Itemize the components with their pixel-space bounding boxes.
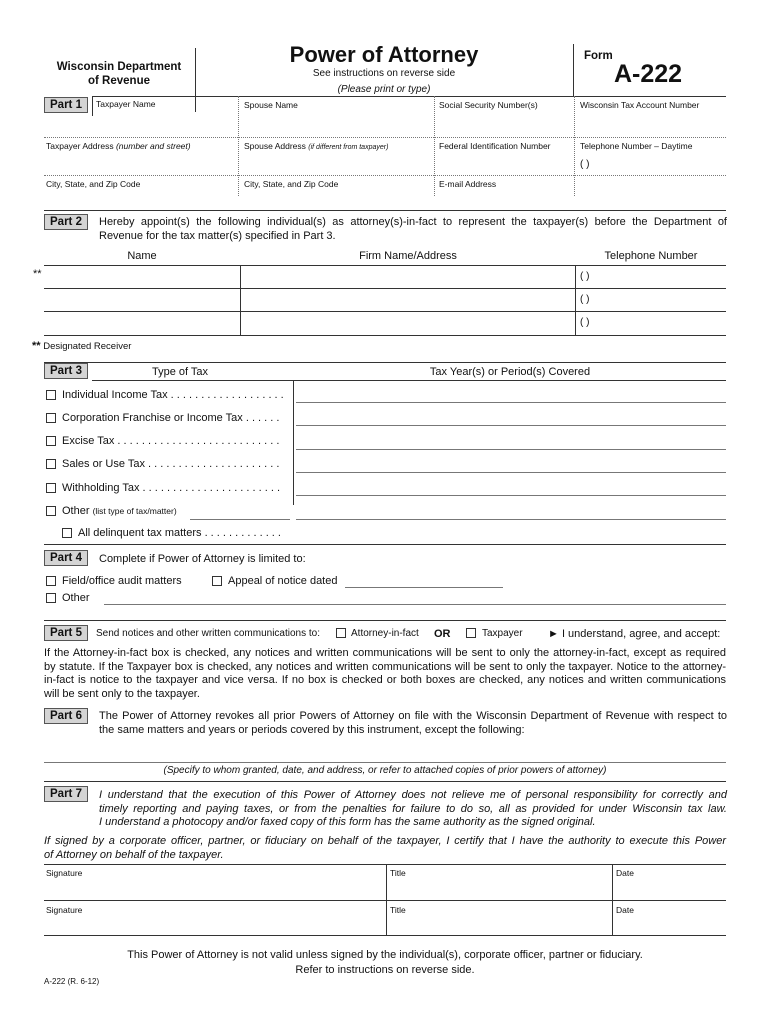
part5-label: Part 5 xyxy=(44,625,88,641)
print-note: (Please print or type) xyxy=(337,84,431,95)
city-label-2: City, State, and Zip Code xyxy=(244,179,339,189)
form-revision: A-222 (R. 6-12) xyxy=(44,977,100,986)
all-delinquent-label: All delinquent tax matters . . . . . . . . . . . . . xyxy=(78,527,281,539)
taxpayer-address-label: Taxpayer Address (number and street) xyxy=(46,141,191,151)
sales-use-tax-label: Sales or Use Tax . . . . . . . . . . . . . . . . . . . . . . xyxy=(62,458,280,470)
form-label: Form xyxy=(584,50,613,62)
col-firm-header: Firm Name/Address xyxy=(359,250,457,262)
part3-label: Part 3 xyxy=(44,363,88,379)
date-label-1: Date xyxy=(616,868,634,878)
excise-tax-years-field[interactable] xyxy=(296,435,726,448)
form-number: A-222 xyxy=(614,60,683,88)
withholding-tax-years-field[interactable] xyxy=(296,481,726,494)
appeal-label: Appeal of notice dated xyxy=(228,575,338,587)
part4-label: Part 4 xyxy=(44,550,88,566)
taxpayer-name-field[interactable] xyxy=(44,116,238,136)
attorney2-name-field[interactable] xyxy=(44,289,239,310)
send-notices-label: Send notices and other written communications to: xyxy=(96,628,321,639)
form-subtitle: See instructions on reverse side xyxy=(312,68,456,79)
part6-label: Part 6 xyxy=(44,708,88,724)
part2-text: Hereby appoint(s) the following individual(s) as attorney(s)-in-fact to represent the taxpayer(s) before the Department of Revenue for the tax matter(s) specified in Part 3. xyxy=(99,216,727,242)
wi-account-label: Wisconsin Tax Account Number xyxy=(580,100,700,110)
attorney-in-fact-checkbox[interactable] xyxy=(336,628,346,638)
withholding-tax-checkbox[interactable] xyxy=(46,483,56,493)
col-name-header: Name xyxy=(127,250,157,262)
title-field-2[interactable] xyxy=(388,915,610,934)
individual-income-years-field[interactable] xyxy=(296,388,726,401)
corporation-franchise-checkbox[interactable] xyxy=(46,413,56,423)
col-years-header: Tax Year(s) or Period(s) Covered xyxy=(429,366,591,378)
col-phone-header: Telephone Number xyxy=(604,250,698,262)
attorney3-name-field[interactable] xyxy=(44,312,239,334)
date-field-2[interactable] xyxy=(614,915,726,934)
attorney3-phone-parens: ( ) xyxy=(580,317,590,328)
individual-income-label: Individual Income Tax . . . . . . . . . . . . . . . . . . . xyxy=(62,389,284,401)
ssn-field[interactable] xyxy=(436,112,573,136)
part4-text: Complete if Power of Attorney is limited to: xyxy=(99,553,306,565)
city-label-1: City, State, and Zip Code xyxy=(46,179,141,189)
part1-label: Part 1 xyxy=(44,97,88,113)
excise-tax-label: Excise Tax . . . . . . . . . . . . . . . . . . . . . . . . . . . xyxy=(62,435,280,447)
phone-day-parens: ( ) xyxy=(580,159,590,170)
spouse-address-label: Spouse Address (if different from taxpayer) xyxy=(244,141,389,151)
title-field-1[interactable] xyxy=(388,878,610,898)
designated-receiver-note: ** Designated Receiver xyxy=(32,340,132,352)
email-label: E-mail Address xyxy=(439,179,497,189)
department-name: Wisconsin Department of Revenue xyxy=(56,61,182,87)
appeal-date-field[interactable] xyxy=(345,573,503,586)
corporation-franchise-label: Corporation Franchise or Income Tax . . . . . . xyxy=(62,412,280,424)
excise-tax-checkbox[interactable] xyxy=(46,436,56,446)
attorney1-firm-field[interactable] xyxy=(242,266,574,287)
appeal-checkbox[interactable] xyxy=(212,576,222,586)
attorney1-phone-field[interactable] xyxy=(577,266,726,287)
reverse-side-notice: Refer to instructions on reverse side. xyxy=(295,964,475,976)
spouse-name-label: Spouse Name xyxy=(244,100,298,110)
other-limit-checkbox[interactable] xyxy=(46,593,56,603)
attorney3-phone-field[interactable] xyxy=(577,312,726,334)
agree-label: ► I understand, agree, and accept: xyxy=(548,628,721,640)
email-field[interactable] xyxy=(436,190,726,206)
ssn-label: Social Security Number(s) xyxy=(439,100,538,110)
sales-use-tax-years-field[interactable] xyxy=(296,458,726,471)
corporate-certification: If signed by a corporate officer, partner, or fiduciary on behalf of the taxpayer, I certify that I have the authority to execute this Power of Attorney on behalf of the taxpayer. xyxy=(44,835,726,861)
stars-row1: ** xyxy=(33,268,42,280)
taxpayer-label: Taxpayer xyxy=(482,628,523,639)
field-audit-label: Field/office audit matters xyxy=(62,575,182,587)
phone-day-label: Telephone Number – Daytime xyxy=(580,141,693,151)
other-tax-years-field[interactable] xyxy=(296,505,726,518)
other-limit-field[interactable] xyxy=(104,590,726,603)
spouse-city-field[interactable] xyxy=(240,190,433,206)
signature-label-1: Signature xyxy=(46,868,83,878)
fein-field[interactable] xyxy=(436,152,573,174)
corporation-franchise-years-field[interactable] xyxy=(296,411,726,424)
specify-note: (Specify to whom granted, date, and address, or refer to attached copies of prior powers of attorney) xyxy=(163,765,607,776)
attorney2-phone-field[interactable] xyxy=(577,289,726,310)
other-limit-label: Other xyxy=(62,592,90,604)
attorney3-firm-field[interactable] xyxy=(242,312,574,334)
attorney1-phone-parens: ( ) xyxy=(580,271,590,282)
field-audit-checkbox[interactable] xyxy=(46,576,56,586)
title-label-1: Title xyxy=(390,868,406,878)
fein-label: Federal Identification Number xyxy=(439,141,551,151)
date-field-1[interactable] xyxy=(614,878,726,898)
other-tax-type-field[interactable] xyxy=(192,505,290,518)
part7-text: I understand that the execution of this Power of Attorney does not relieve me of personal responsibility for correctly and timely reporting and paying taxes, or from the penalties for failure to do so, all as provided for under Wisconsin tax law. I understand a photocopy and/or faxed copy of this form has the same authority as the signed original. xyxy=(99,789,727,828)
spouse-address-field[interactable] xyxy=(240,152,433,174)
other-tax-label: Other (list type of tax/matter) xyxy=(62,505,177,517)
spouse-name-field[interactable] xyxy=(240,112,433,136)
individual-income-checkbox[interactable] xyxy=(46,390,56,400)
signature-field-2[interactable] xyxy=(44,915,384,934)
withholding-tax-label: Withholding Tax . . . . . . . . . . . . . . . . . . . . . . . xyxy=(62,482,281,494)
phone-day-field[interactable] xyxy=(576,152,726,174)
taxpayer-checkbox[interactable] xyxy=(466,628,476,638)
part5-paragraph: If the Attorney-in-fact box is checked, any notices and written communications will be sent to only the attorney-in-fact, except as required by statute. If the Taxpayer box is checked, any notices and written communications will be sent to only the taxpayer. Notice to the attorney- in-fact is notice to the taxpayer and vice versa. If no box is checked or both boxes are checked, any notices and written communications will be sent only to the taxpayer. xyxy=(44,647,726,700)
all-delinquent-checkbox[interactable] xyxy=(62,528,72,538)
taxpayer-address-field[interactable] xyxy=(44,152,238,174)
date-label-2: Date xyxy=(616,905,634,915)
part6-text: The Power of Attorney revokes all prior Powers of Attorney on file with the Wisconsin Department of Revenue with respect to the same matters and years or periods covered by this instrument, except the following: xyxy=(99,710,727,736)
attorney2-phone-parens: ( ) xyxy=(580,294,590,305)
taxpayer-name-label: Taxpayer Name xyxy=(96,99,156,109)
attorney-in-fact-label: Attorney-in-fact xyxy=(351,628,419,639)
form-title: Power of Attorney xyxy=(289,42,479,67)
other-tax-checkbox[interactable] xyxy=(46,506,56,516)
part7-label: Part 7 xyxy=(44,786,88,802)
signature-label-2: Signature xyxy=(46,905,83,915)
attorney1-name-field[interactable] xyxy=(44,266,239,287)
wi-account-field[interactable] xyxy=(576,112,726,136)
or-label: OR xyxy=(434,628,451,640)
part2-label: Part 2 xyxy=(44,214,88,230)
signature-field-1[interactable] xyxy=(44,878,384,898)
attorney2-firm-field[interactable] xyxy=(242,289,574,310)
prior-poa-exceptions-field[interactable] xyxy=(44,745,726,761)
taxpayer-city-field[interactable] xyxy=(44,190,238,206)
sales-use-tax-checkbox[interactable] xyxy=(46,459,56,469)
validity-notice: This Power of Attorney is not valid unless signed by the individual(s), corporate officer, partner or fiduciary. xyxy=(127,949,643,961)
title-label-2: Title xyxy=(390,905,406,915)
col-type-header: Type of Tax xyxy=(152,366,209,378)
